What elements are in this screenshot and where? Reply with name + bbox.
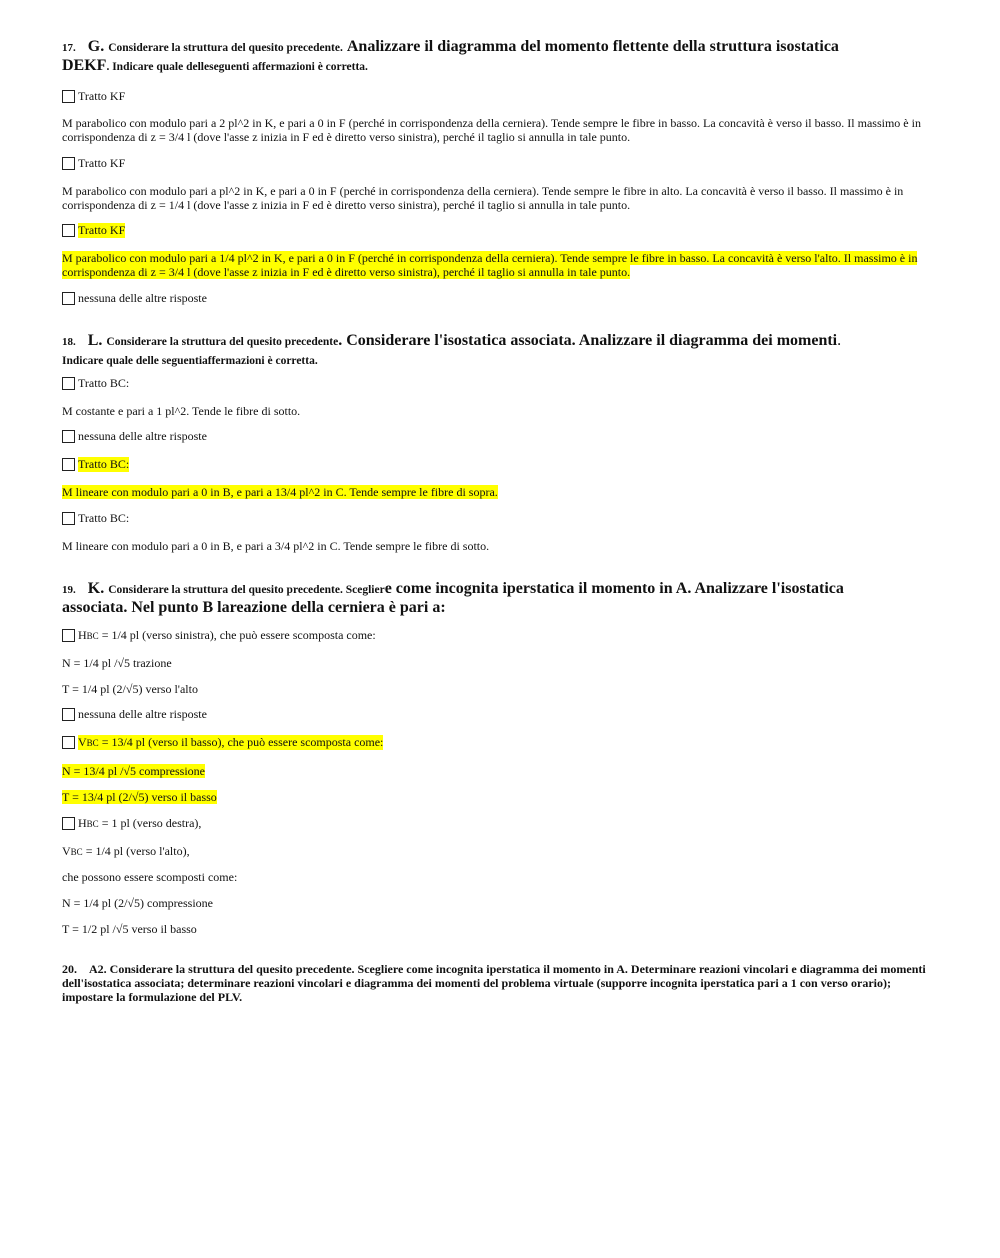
q19-option-4-v: VBC = 1/4 pl (verso l'alto), — [62, 844, 190, 858]
q19-option-3-n: N = 13/4 pl /√5 compressione — [62, 764, 206, 778]
checkbox[interactable] — [62, 512, 75, 525]
q17-option-3-text: M parabolico con modulo pari a 1/4 pl^2 in K, e pari a 0 in F (perché in corrispondenza della cerniera). Tende sempre le fibre in basso. La concavità è verso l'alto. Il massimo è in corrispondenza di z = 3/4 l (dove l'asse z inizia in F ed è diretto verso sinistra), perché il taglio si annulla in tale punto. — [62, 251, 918, 279]
checkbox[interactable] — [62, 817, 75, 830]
q19-option-4-line3: che possono essere scomposti come: — [62, 870, 238, 884]
q19-option-4-n: N = 1/4 pl (2/√5) compressione — [62, 896, 213, 910]
q18-option-4[interactable]: Tratto BC: — [62, 510, 129, 527]
q17-option-1[interactable]: Tratto KF — [62, 88, 125, 105]
question-20-text: A2. Considerare la struttura del quesito precedente. Scegliere come incognita iperstatica il momento in A. Determinare reazioni vincolari e diagramma dei momenti dell'isostatica associata; determinare reazioni vincolari e diagramma dei momenti del problema virtuale (supporre incognita iperstatica pari a 1 con verso orario); impostare la formulazione del PLV. — [62, 962, 926, 1004]
q17-option-2-text: M parabolico con modulo pari a pl^2 in K, e pari a 0 in F (perché in corrispondenza della cerniera). Tende sempre le fibre in alto. La concavità è verso il basso. Il massimo è in corrispondenza di z = 1/4 l (dove l'asse z inizia in F ed è diretto verso sinistra), perché il taglio si annulla in tale punto. — [62, 184, 904, 212]
q19-option-1-n: N = 1/4 pl /√5 trazione — [62, 656, 172, 670]
q19-option-4[interactable]: HBC = 1 pl (verso destra), — [62, 815, 201, 832]
q18-option-1[interactable]: Tratto BC: — [62, 375, 129, 392]
q19-option-3-t: T = 13/4 pl (2/√5) verso il basso — [62, 790, 217, 804]
q17-option-2[interactable]: Tratto KF — [62, 155, 125, 172]
q18-option-3-text: M lineare con modulo pari a 0 in B, e pari a 13/4 pl^2 in C. Tende sempre le fibre di sopra. — [62, 485, 498, 499]
checkbox[interactable] — [62, 224, 75, 237]
question-17-heading: 17. G. Considerare la struttura del quesito precedente. Analizzare il diagramma del momento flettente della struttura isostatica DEKF. Indicare quale delleseguenti affermazioni è corretta. — [62, 38, 839, 74]
q19-option-3[interactable]: VBC = 13/4 pl (verso il basso), che può essere scomposta come: — [62, 734, 383, 751]
question-20: 20. A2. Considerare la struttura del quesito precedente. Scegliere come incognita iperstatica il momento in A. Determinare reazioni vincolari e diagramma dei momenti dell'isostatica associata; determinare reazioni vincolari e diagramma dei momenti del problema virtuale (supporre incognita iperstatica pari a 1 con verso orario); impostare la formulazione del PLV. — [62, 962, 926, 1004]
question-19-heading: 19. K. Considerare la struttura del quesito precedente. Scegliere come incognita iperstatica il momento in A. Analizzare l'isostatica associata. Nel punto B lareazione della cerniera è pari a: — [62, 580, 844, 616]
q19-option-4-t: T = 1/2 pl /√5 verso il basso — [62, 922, 197, 936]
checkbox[interactable] — [62, 430, 75, 443]
q17-option-1-text: M parabolico con modulo pari a 2 pl^2 in K, e pari a 0 in F (perché in corrispondenza della cerniera). Tende sempre le fibre in basso. La concavità è verso il basso. Il massimo è in corrispondenza di z = 3/4 l (dove l'asse z inizia in F ed è diretto verso sinistra), perché il taglio si annulla in tale punto. — [62, 116, 921, 144]
checkbox[interactable] — [62, 157, 75, 170]
checkbox[interactable] — [62, 377, 75, 390]
q18-option-2[interactable]: nessuna delle altre risposte — [62, 428, 207, 445]
q17-option-4[interactable]: nessuna delle altre risposte — [62, 290, 207, 307]
checkbox[interactable] — [62, 458, 75, 471]
q18-option-4-text: M lineare con modulo pari a 0 in B, e pari a 3/4 pl^2 in C. Tende sempre le fibre di sotto. — [62, 539, 490, 553]
q19-option-1-t: T = 1/4 pl (2/√5) verso l'alto — [62, 682, 198, 696]
checkbox[interactable] — [62, 629, 75, 642]
q18-option-3[interactable]: Tratto BC: — [62, 456, 129, 473]
checkbox[interactable] — [62, 292, 75, 305]
q18-option-1-text: M costante e pari a 1 pl^2. Tende le fibre di sotto. — [62, 404, 301, 418]
checkbox[interactable] — [62, 736, 75, 749]
q19-option-1[interactable]: HBC = 1/4 pl (verso sinistra), che può essere scomposta come: — [62, 627, 376, 644]
q17-option-3[interactable]: Tratto KF — [62, 222, 125, 239]
question-18-heading: 18. L. Considerare la struttura del quesito precedente. Considerare l'isostatica associata. Analizzare il diagramma dei momenti. Indicare quale delle seguentiaffermazioni è corretta. — [62, 332, 842, 367]
q19-option-2[interactable]: nessuna delle altre risposte — [62, 706, 207, 723]
checkbox[interactable] — [62, 90, 75, 103]
checkbox[interactable] — [62, 708, 75, 721]
